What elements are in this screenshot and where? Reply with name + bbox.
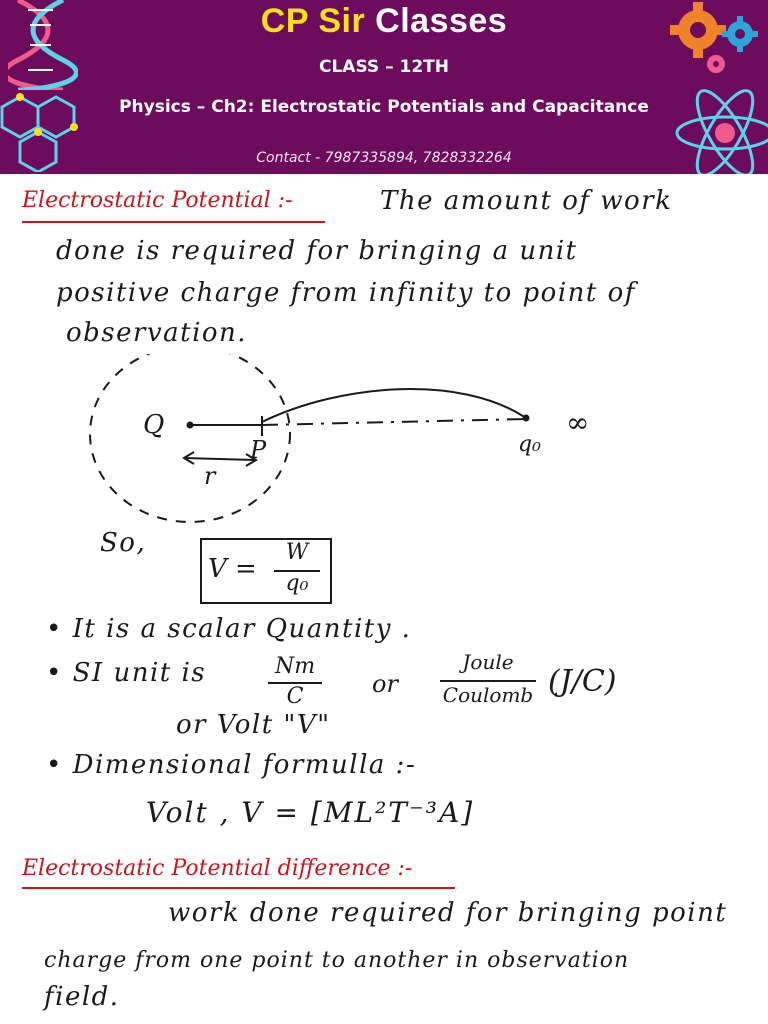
bullet-dimensional: • Dimensional formulla :- xyxy=(46,750,417,780)
formula-numerator: W xyxy=(285,540,309,565)
unit-joule-numerator: Joule xyxy=(462,650,514,674)
formula-denominator: q₀ xyxy=(285,571,309,596)
dimensional-formula: Volt , V = [ML²T⁻³A] xyxy=(146,796,475,829)
bullet-scalar: • It is a scalar Quantity . xyxy=(46,614,412,644)
formula-lhs: V = xyxy=(208,554,257,584)
header-banner xyxy=(0,0,768,174)
definition-line-1: The amount of work xyxy=(380,186,673,216)
definition-line-2: done is required for bringing a unit xyxy=(56,236,578,266)
class-label: CLASS – 12TH xyxy=(318,57,449,77)
infinity-label: ∞ xyxy=(566,406,590,439)
contact-info: Contact - 7987335894, 7828332264 xyxy=(256,150,512,166)
handwritten-notes xyxy=(0,174,768,1024)
unit-joule-denominator: Coulomb xyxy=(442,683,534,707)
pd-line-3: field. xyxy=(44,982,120,1012)
bullet-si-unit: • SI unit is xyxy=(46,658,207,688)
brand-title xyxy=(0,2,768,41)
definition-line-3: positive charge from infinity to point of xyxy=(56,278,636,308)
unit-nm-numerator: Nm xyxy=(274,654,316,679)
definition-line-4: observation. xyxy=(66,318,248,348)
unit-joule-bar xyxy=(440,680,536,682)
pd-line-2: charge from one point to another in observation xyxy=(44,948,630,973)
heading-underline xyxy=(20,218,330,226)
heading-potential-difference: Electrostatic Potential difference :- xyxy=(22,856,413,881)
so-label: So, xyxy=(100,528,147,558)
heading-electrostatic-potential: Electrostatic Potential :- xyxy=(22,188,293,213)
formula-box xyxy=(200,538,332,604)
or-volt: or Volt "V" xyxy=(176,710,331,740)
test-charge-label: q₀ xyxy=(518,432,541,457)
heading2-underline xyxy=(20,884,460,892)
or-text: or xyxy=(372,670,398,698)
charge-label-q: Q xyxy=(143,410,165,440)
pd-line-1: work done required for bringing point xyxy=(168,898,728,928)
unit-jc: (J/C) xyxy=(548,664,617,699)
brand-name-part2: Classes xyxy=(375,2,508,40)
distance-label-r: r xyxy=(204,462,216,490)
brand-name-part1: CP Sir xyxy=(260,2,366,40)
subject-title: Physics – Ch2: Electrostatic Potentials and Capacitance xyxy=(119,97,649,117)
unit-nm-denominator: C xyxy=(286,684,304,709)
point-label-p: P xyxy=(250,436,267,464)
